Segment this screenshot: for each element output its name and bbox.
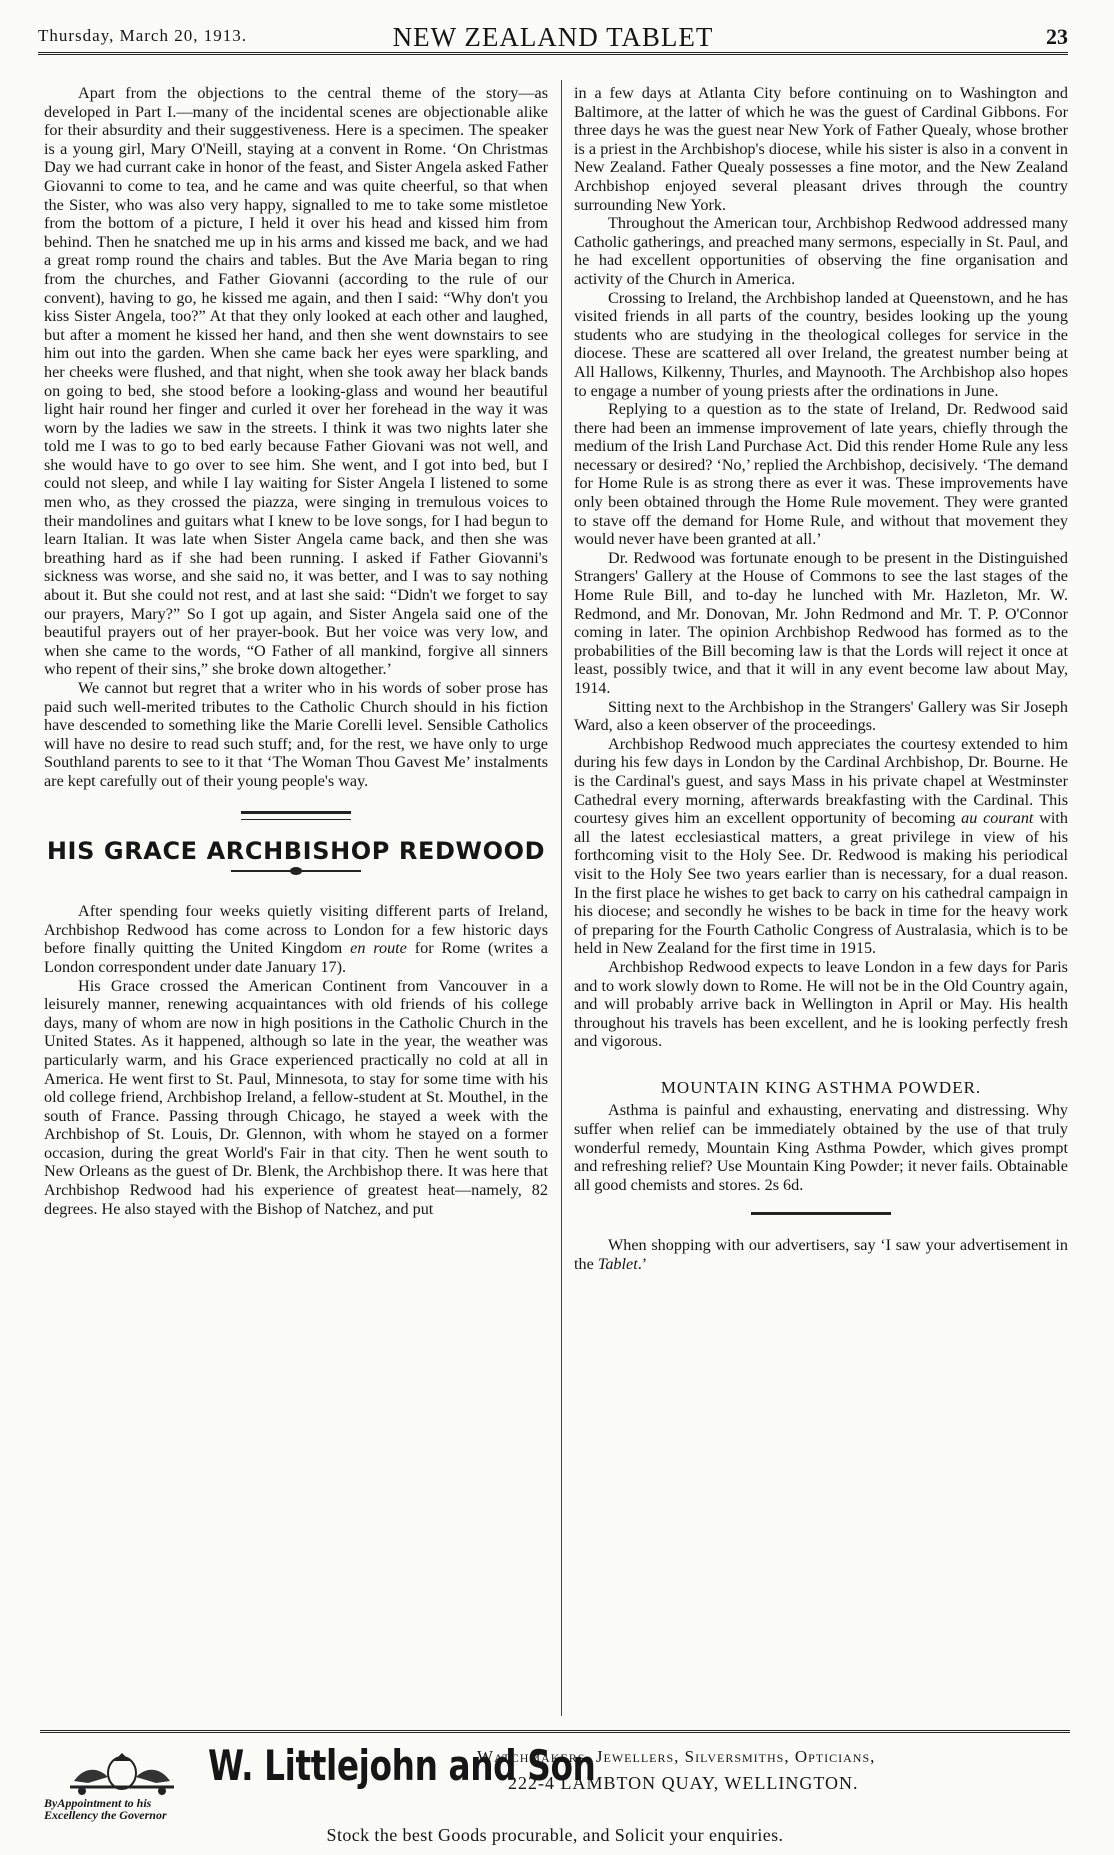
advertisement-footer — [40, 1730, 1070, 1843]
shop-slogan: Stock the best Goods procurable, and Solicit your enquiries. — [326, 1825, 784, 1845]
article-paragraph: Apart from the objections to the central theme of the story—as developed in Part I.—many of the incidental scenes are objectionable alike for their absurdity and their suggestiveness. Here is a specimen. The speaker is a young girl, Mary O'Neill, staying at a convent in Rome. ‘On Christmas Day we had currant cake in honor of the feast, and Sister Angela asked Father Giovanni to come to tea, and he came and was quite cheerful, so that when the Sister, who was also very happy, signalled to me to take some mistletoe from the bottom of a picture, I held it over his head and kissed him from behind. Then he snatched me up in his arms and kissed me back, and we had a great romp round the chairs and tables. But the Ave Maria began to ring from the churches, and Father Giovanni (according to the rule of our convent), having to go, he kissed me again, and then I said: “Why don't you kiss Sister Angela, too?” At that they only looked at each other and laughed, but after a moment he kissed her hand, and then she went downstairs to see him out into the garden. When she came back her eyes were sparkling, and her cheeks were flushed, and that night, when she took away her black bands on going to bed, she stood before a looking-glass and wound her beautiful light hair round her finger and curled it over her forehead in the way it was worn by the ladies we saw in the streets. I think it was two nights later she told me I was to go to bed early because Father Giovani was not well, and she would have to go over to see him. She went, and I got into bed, but I could not sleep, and while I lay waiting for Sister Angela I listened to some men who, as they crossed the piazza, were singing in tremulous voices to their mandolines and guitars what I knew to be love songs, for I had begun to learn Italian. It was late when Sister Angela came back, and then she was breathing hard as if she had been running. I asked if Father Giovanni's sickness was worse, and she said no, it was better, and I was to say nothing about it. But she could not rest, and at last she said: “Didn't we forget to say our prayers, Mary?” So I got up again, and Sister Angela said one of the beautiful prayers out of her prayer-book. But her voice was very low, and when she came to the words, “O Father of all mankind, forgive all sinners who repent of their sins,” she broke down altogether.’ — [44, 84, 548, 679]
section-heading: HIS GRACE ARCHBISHOP REDWOOD — [46, 836, 546, 865]
shop-address: 222-4 LAMBTON QUAY, WELLINGTON. — [508, 1773, 859, 1793]
appointment-line: ByAppointment to his — [44, 1796, 152, 1810]
shop-trades: Watchmakers, Jewellers, Silversmiths, Opticians, — [477, 1747, 876, 1766]
italic-text: Tablet — [597, 1255, 638, 1274]
italic-text: en route — [350, 939, 407, 958]
article-paragraph — [44, 902, 548, 976]
left-column — [44, 84, 548, 1218]
right-column — [574, 84, 1068, 1274]
article-paragraph: His Grace crossed the American Continent from Vancouver in a leisurely manner, renewing acquaintances with old friends of his college days, many of whom are now in high positions in the Catholic Church in the United States. As it happened, although so late in the year, the weather was particularly warm, and his Grace experienced practically no cold at all in America. He went first to St. Paul, Minnesota, to stay for some time with his old college friend, Archbishop Ireland, a fellow-student at St. Mouthel, in the south of France. Passing through Chicago, he stayed a week with the Archbishop of St. Louis, Dr. Glennon, with whom he stayed on a former occasion, during the great World's Fair in that city. Then he went south to New Orleans as the guest of Dr. Blenk, the Archbishop there. It was here that Archbishop Redwood had his experience of greatest heat—namely, 82 degrees. He also stayed with the Bishop of Natchez, and put — [44, 976, 548, 1218]
text-span: When shopping with our advertisers, say ‘I saw your advertisement in the — [574, 1236, 1068, 1274]
text-span: .’ — [637, 1255, 648, 1274]
shop-name: W. Littlejohn and Son — [208, 1741, 596, 1790]
italic-text: au courant — [961, 809, 1034, 828]
royal-appointment — [44, 1797, 167, 1821]
article-paragraph: Throughout the American tour, Archbishop Redwood addressed many Catholic gatherings, and preached many sermons, especially in St. Paul, and he had excellent opportunities of observing the fine organisation and activity of the Church in America. — [574, 214, 1068, 288]
article-paragraph: Dr. Redwood was fortunate enough to be present in the Distinguished Strangers' Gallery at the House of Commons to see the last stages of the Home Rule Bill, and to-day he lunched with Mr. Hazleton, Mr. W. Redmond, and Mr. Donovan, Mr. John Redmond and Mr. T. P. O'Connor coming in later. The opinion Archbishop Redwood has formed as to the probabilities of the Bill becoming law is that the Lords will reject it once at least, possibly twice, and that it will in any event become law about May, 1914. — [574, 548, 1068, 697]
article-paragraph: Sitting next to the Archbishop in the Strangers' Gallery was Sir Joseph Ward, also a keen observer of the proceedings. — [574, 697, 1068, 735]
text-span: for Rome (writes a London correspondent under date January 17). — [44, 939, 548, 976]
heading-ornament — [231, 864, 361, 878]
notice-separator — [751, 1212, 891, 1218]
appointment-line: Excellency the Governor — [44, 1808, 167, 1822]
section-separator — [241, 811, 351, 820]
text-span: After spending four weeks quietly visiting different parts of Ireland, Archbishop Redwood has come across to London for a few historic days before finally quitting the United Kingdom — [44, 902, 548, 958]
issue-date: Thursday, March 20, 1913. — [38, 26, 247, 45]
article-paragraph: in a few days at Atlanta City before continuing on to Washington and Baltimore, at the latter of which he was the guest of Cardinal Gibbons. For three days he was the guest near New York of Father Quealy, whose brother is a priest in the Archbishop's diocese, while his sister is also in a convent in New Zealand. Father Quealy possesses a fine motor, and the New Zealand Archbishop enjoyed several pleasant drives through the country surrounding New York. — [574, 84, 1068, 214]
article-paragraph: We cannot but regret that a writer who in his words of sober prose has paid such well-merited tributes to the Catholic Church should in his fiction have descended to something like the Marie Corelli level. Sensible Catholics will have no desire to read such stuff; and, for the rest, we have only to urge Southland parents to see to it that ‘The Woman Thou Gavest Me’ instalments are kept carefully out of their young people's way. — [44, 679, 548, 790]
article-paragraph: Replying to a question as to the state of Ireland, Dr. Redwood said there had been an immense improvement of late years, chiefly through the medium of the Irish Land Purchase Act. Did this render Home Rule any less necessary or desired? ‘No,’ replied the Archbishop, decisively. ‘The demand for Home Rule is as strong there as ever it was. These improvements have only been obtained through the Home Rule movement. They were granted to stave off the demand for Home Rule, and without that movement they would never have been granted at all.’ — [574, 400, 1068, 549]
page-header — [38, 22, 1068, 55]
royal-arms-emblem — [52, 1747, 192, 1797]
text-span: Archbishop Redwood much appreciates the courtesy extended to him during his few days in London by the Cardinal Archbishop, Dr. Bourne. He is the Cardinal's guest, and says Mass in his private chapel at Westminster Cathedral every morning, afterwards breakfasting with the Cardinal. This courtesy gives him an excellent opportunity of becoming — [574, 734, 1068, 828]
article-paragraph — [574, 735, 1068, 958]
article-paragraph: Archbishop Redwood expects to leave London in a few days for Paris and to work slowly down to Rome. He will not be in the Old Country again, and will probably arrive back in Wellington in April or May. His health throughout his travels has been excellent, and he is looking perfectly fresh and vigorous. — [574, 957, 1068, 1051]
text-span: with all the latest ecclesiastical matters, a great privilege in view of his forthcoming visit to the Holy See. Dr. Redwood is making his periodical visit to the Holy See two years earlier than is necessary, for a dual reason. In the first place he wishes to get back to carry on his cathedral campaign in his diocese; and secondly he wishes to be back in time for the heavy work of preparing for the Fourth Catholic Congress of Australasia, which is to be held in New Zealand for the first time in 1915. — [574, 809, 1069, 958]
masthead-title: NEW ZEALAND TABLET — [392, 22, 714, 52]
article-paragraph: Crossing to Ireland, the Archbishop landed at Queenstown, and he has visited friends in all parts of the country, besides looking up the young students who are studying in the theological colleges for service in the diocese. These are scattered all over Ireland, the greatest number being at All Hallows, Kilkenny, Thurles, and Maynooth. The Archbishop also hopes to engage a number of young priests after the ordinations in June. — [574, 288, 1068, 400]
notice-title: MOUNTAIN KING ASTHMA POWDER. — [660, 1077, 982, 1097]
column-divider — [561, 80, 562, 1716]
page-number: 23 — [1046, 24, 1068, 49]
advert-paragraph — [574, 1236, 1068, 1273]
notice-paragraph: Asthma is painful and exhausting, enervating and distressing. Why suffer when relief can be immediately obtained by the use of that truly wonderful remedy, Mountain King Asthma Powder, which gives prompt and refreshing relief? Use Mountain King Powder; it never fails. Obtainable all good chemists and stores. 2s 6d. — [574, 1101, 1068, 1194]
